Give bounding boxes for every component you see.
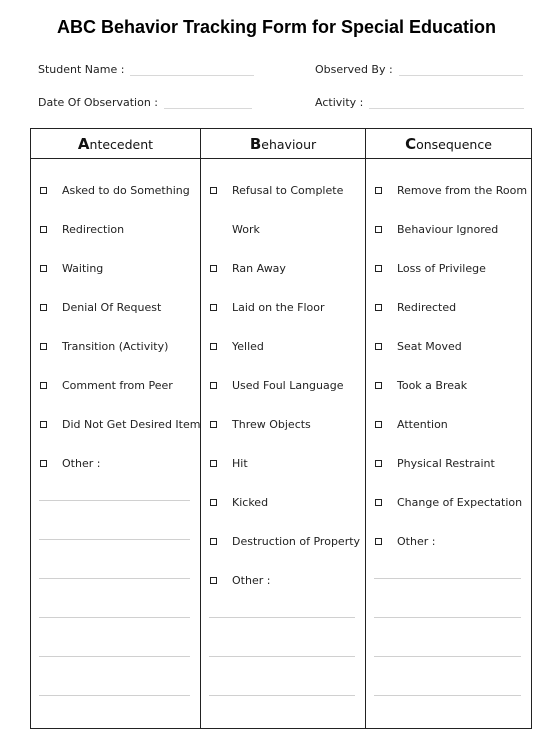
checklist-item-label: Comment from Peer xyxy=(62,379,173,392)
checklist-item-label: Loss of Privilege xyxy=(397,262,486,275)
checkbox[interactable] xyxy=(375,382,382,389)
checkbox[interactable] xyxy=(40,304,47,311)
checkbox[interactable] xyxy=(375,343,382,350)
student-name-label: Student Name : xyxy=(38,63,125,76)
checklist-item-label: Took a Break xyxy=(397,379,468,392)
checklist-item-label: Refusal to Complete xyxy=(232,184,344,197)
checklist-item-label: Redirection xyxy=(62,223,125,236)
checklist-item-label: Waiting xyxy=(62,262,104,275)
checklist-item-label: Physical Restraint xyxy=(397,457,495,470)
checkbox[interactable] xyxy=(375,421,382,428)
write-in-line[interactable] xyxy=(374,578,521,579)
checkbox[interactable] xyxy=(210,421,217,428)
checkbox[interactable] xyxy=(210,460,217,467)
write-in-line[interactable] xyxy=(209,656,355,657)
checklist-item-label: Denial Of Request xyxy=(62,301,162,314)
checklist-item-label: Asked to do Something xyxy=(62,184,190,197)
checklist-item-label: Seat Moved xyxy=(397,340,462,353)
checkbox[interactable] xyxy=(210,382,217,389)
observed-by-input-line[interactable] xyxy=(399,63,523,76)
checklist-item-label: Laid on the Floor xyxy=(232,301,325,314)
behaviour-column xyxy=(200,129,365,728)
checkbox[interactable] xyxy=(375,499,382,506)
checklist-item-label: Redirected xyxy=(397,301,457,314)
checklist-item-label: Attention xyxy=(397,418,448,431)
write-in-line[interactable] xyxy=(39,500,190,501)
checklist-item-label: Hit xyxy=(232,457,248,470)
antecedent-column xyxy=(31,129,200,728)
consequence-heading: Consequence xyxy=(366,129,531,159)
checklist-item-label: Threw Objects xyxy=(232,418,311,431)
checklist-item-label: Remove from the Room xyxy=(397,184,528,197)
write-in-line[interactable] xyxy=(374,695,521,696)
checkbox[interactable] xyxy=(210,538,217,545)
checkbox[interactable] xyxy=(210,343,217,350)
checkbox[interactable] xyxy=(210,265,217,272)
write-in-line[interactable] xyxy=(39,578,190,579)
behaviour-heading: Behaviour xyxy=(201,129,365,159)
checkbox[interactable] xyxy=(40,460,47,467)
checklist-item-label: Kicked xyxy=(232,496,269,509)
checklist-item-label: Destruction of Property xyxy=(232,535,361,548)
checkbox[interactable] xyxy=(375,460,382,467)
date-of-observation-field xyxy=(38,96,252,109)
write-in-line[interactable] xyxy=(39,617,190,618)
checkbox[interactable] xyxy=(210,499,217,506)
date-of-observation-label: Date Of Observation : xyxy=(38,96,159,109)
form-title: ABC Behavior Tracking Form for Special Education xyxy=(56,17,497,37)
checkbox[interactable] xyxy=(210,187,217,194)
checklist-item-label: Change of Expectation xyxy=(397,496,523,509)
checkbox[interactable] xyxy=(375,538,382,545)
checklist-item-label: Ran Away xyxy=(232,262,286,275)
write-in-line[interactable] xyxy=(374,617,521,618)
write-in-line[interactable] xyxy=(209,617,355,618)
observed-by-field xyxy=(315,63,523,76)
consequence-column xyxy=(365,129,531,728)
write-in-line[interactable] xyxy=(39,656,190,657)
checkbox[interactable] xyxy=(375,265,382,272)
checklist-item-label: Work xyxy=(232,223,260,236)
checkbox[interactable] xyxy=(40,343,47,350)
write-in-line[interactable] xyxy=(39,539,190,540)
checkbox[interactable] xyxy=(40,226,47,233)
checklist-item-label: Used Foul Language xyxy=(232,379,344,392)
checkbox[interactable] xyxy=(40,421,47,428)
checklist-item-label: Other : xyxy=(232,574,271,587)
observed-by-label: Observed By : xyxy=(315,63,393,76)
checklist-item-label: Behaviour Ignored xyxy=(397,223,499,236)
activity-field xyxy=(315,96,524,109)
checkbox[interactable] xyxy=(40,265,47,272)
checklist-item-label: Did Not Get Desired Item xyxy=(62,418,201,431)
activity-label: Activity : xyxy=(315,96,364,109)
checkbox[interactable] xyxy=(375,187,382,194)
checkbox[interactable] xyxy=(375,226,382,233)
write-in-line[interactable] xyxy=(374,656,521,657)
checklist-item-label: Yelled xyxy=(232,340,264,353)
write-in-line[interactable] xyxy=(209,695,355,696)
student-name-input-line[interactable] xyxy=(130,63,254,76)
checklist-item-label: Other : xyxy=(62,457,101,470)
checklist-item-label: Other : xyxy=(397,535,436,548)
write-in-line[interactable] xyxy=(39,695,190,696)
checkbox[interactable] xyxy=(210,577,217,584)
checkbox[interactable] xyxy=(40,187,47,194)
checkbox[interactable] xyxy=(375,304,382,311)
activity-input-line[interactable] xyxy=(369,96,524,109)
date-of-observation-input-line[interactable] xyxy=(164,96,252,109)
student-name-field xyxy=(38,63,254,76)
antecedent-heading: Antecedent xyxy=(31,129,200,159)
abc-table xyxy=(30,128,532,729)
checkbox[interactable] xyxy=(40,382,47,389)
checkbox[interactable] xyxy=(210,304,217,311)
checklist-item-label: Transition (Activity) xyxy=(62,340,169,353)
